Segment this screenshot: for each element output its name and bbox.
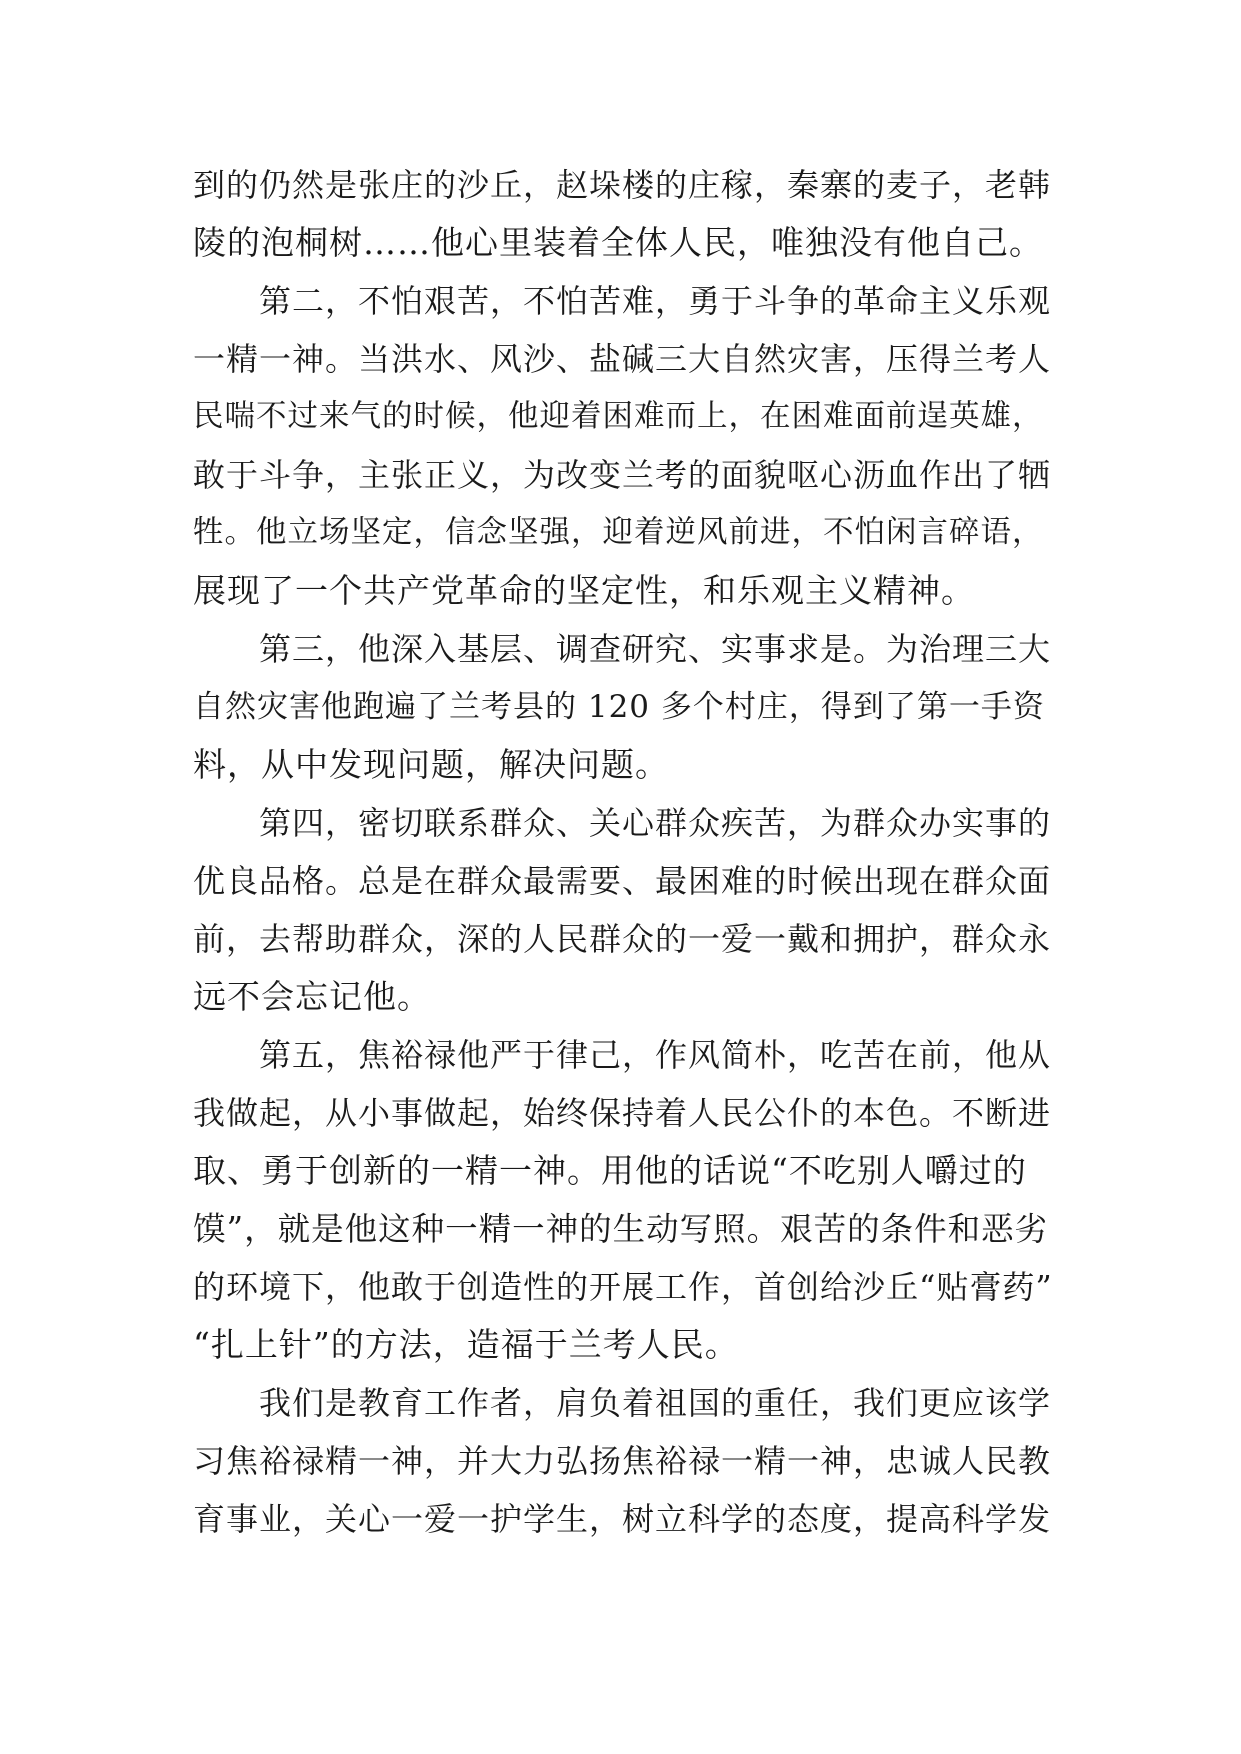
- text-line: 远不会忘记他。: [193, 977, 431, 1016]
- text-line: 我做起，从小事做起，始终保持着人民公仆的本色。不断进: [193, 1094, 1052, 1132]
- text-line: 料，从中发现问题，解决问题。: [193, 745, 669, 784]
- text-line: 一精一神。当洪水、风沙、盐碱三大自然灾害，压得兰考人: [193, 340, 1052, 378]
- text-line: 陵的泡桐树……他心里装着全体人民，唯独没有他自己。: [193, 223, 1043, 262]
- paragraph-first-line: 第三，他深入基层、调查研究、实事求是。为治理三大: [259, 630, 1052, 668]
- text-line: 自然灾害他跑遍了兰考县的 120 多个村庄，得到了第一手资: [193, 689, 1045, 725]
- text-line: 牲。他立场坚定，信念坚强，迎着逆风前进，不怕闲言碎语，: [193, 515, 1044, 550]
- text-line: 到的仍然是张庄的沙丘，赵垛楼的庄稼，秦寨的麦子，老韩: [193, 166, 1052, 204]
- text-line: 馍”，就是他这种一精一神的生动写照。艰苦的条件和恶劣: [193, 1210, 1049, 1248]
- paragraph-first-line: 第四，密切联系群众、关心群众疾苦，为群众办实事的: [259, 804, 1052, 842]
- text-line: 前，去帮助群众，深的人民群众的一爱一戴和拥护，群众永: [193, 920, 1052, 958]
- paragraph-first-line: 第二，不怕艰苦，不怕苦难，勇于斗争的革命主义乐观: [259, 282, 1052, 320]
- text-line: 展现了一个共产党革命的坚定性，和乐观主义精神。: [193, 571, 975, 610]
- text-line: 民喘不过来气的时候，他迎着困难而上，在困难面前逞英雄，: [193, 399, 1044, 434]
- text-line: 取、勇于创新的一精一神。用他的话说“不吃别人嚼过的: [193, 1151, 1027, 1190]
- text-line: 育事业，关心一爱一护学生，树立科学的态度，提高科学发: [193, 1500, 1052, 1538]
- text-line: “扎上针”的方法，造福于兰考人民。: [193, 1325, 739, 1364]
- text-line: 敢于斗争，主张正义，为改变兰考的面貌呕心沥血作出了牺: [193, 456, 1052, 494]
- paragraph-first-line: 我们是教育工作者，肩负着祖国的重任，我们更应该学: [259, 1384, 1052, 1422]
- paragraph-first-line: 第五，焦裕禄他严于律己，作风简朴，吃苦在前，他从: [259, 1036, 1052, 1074]
- text-line: 优良品格。总是在群众最需要、最困难的时候出现在群众面: [193, 862, 1052, 900]
- text-line: 习焦裕禄精一神，并大力弘扬焦裕禄一精一神，忠诚人民教: [193, 1442, 1052, 1480]
- text-line: 的环境下，他敢于创造性的开展工作，首创给沙丘“贴膏药”: [193, 1268, 1053, 1306]
